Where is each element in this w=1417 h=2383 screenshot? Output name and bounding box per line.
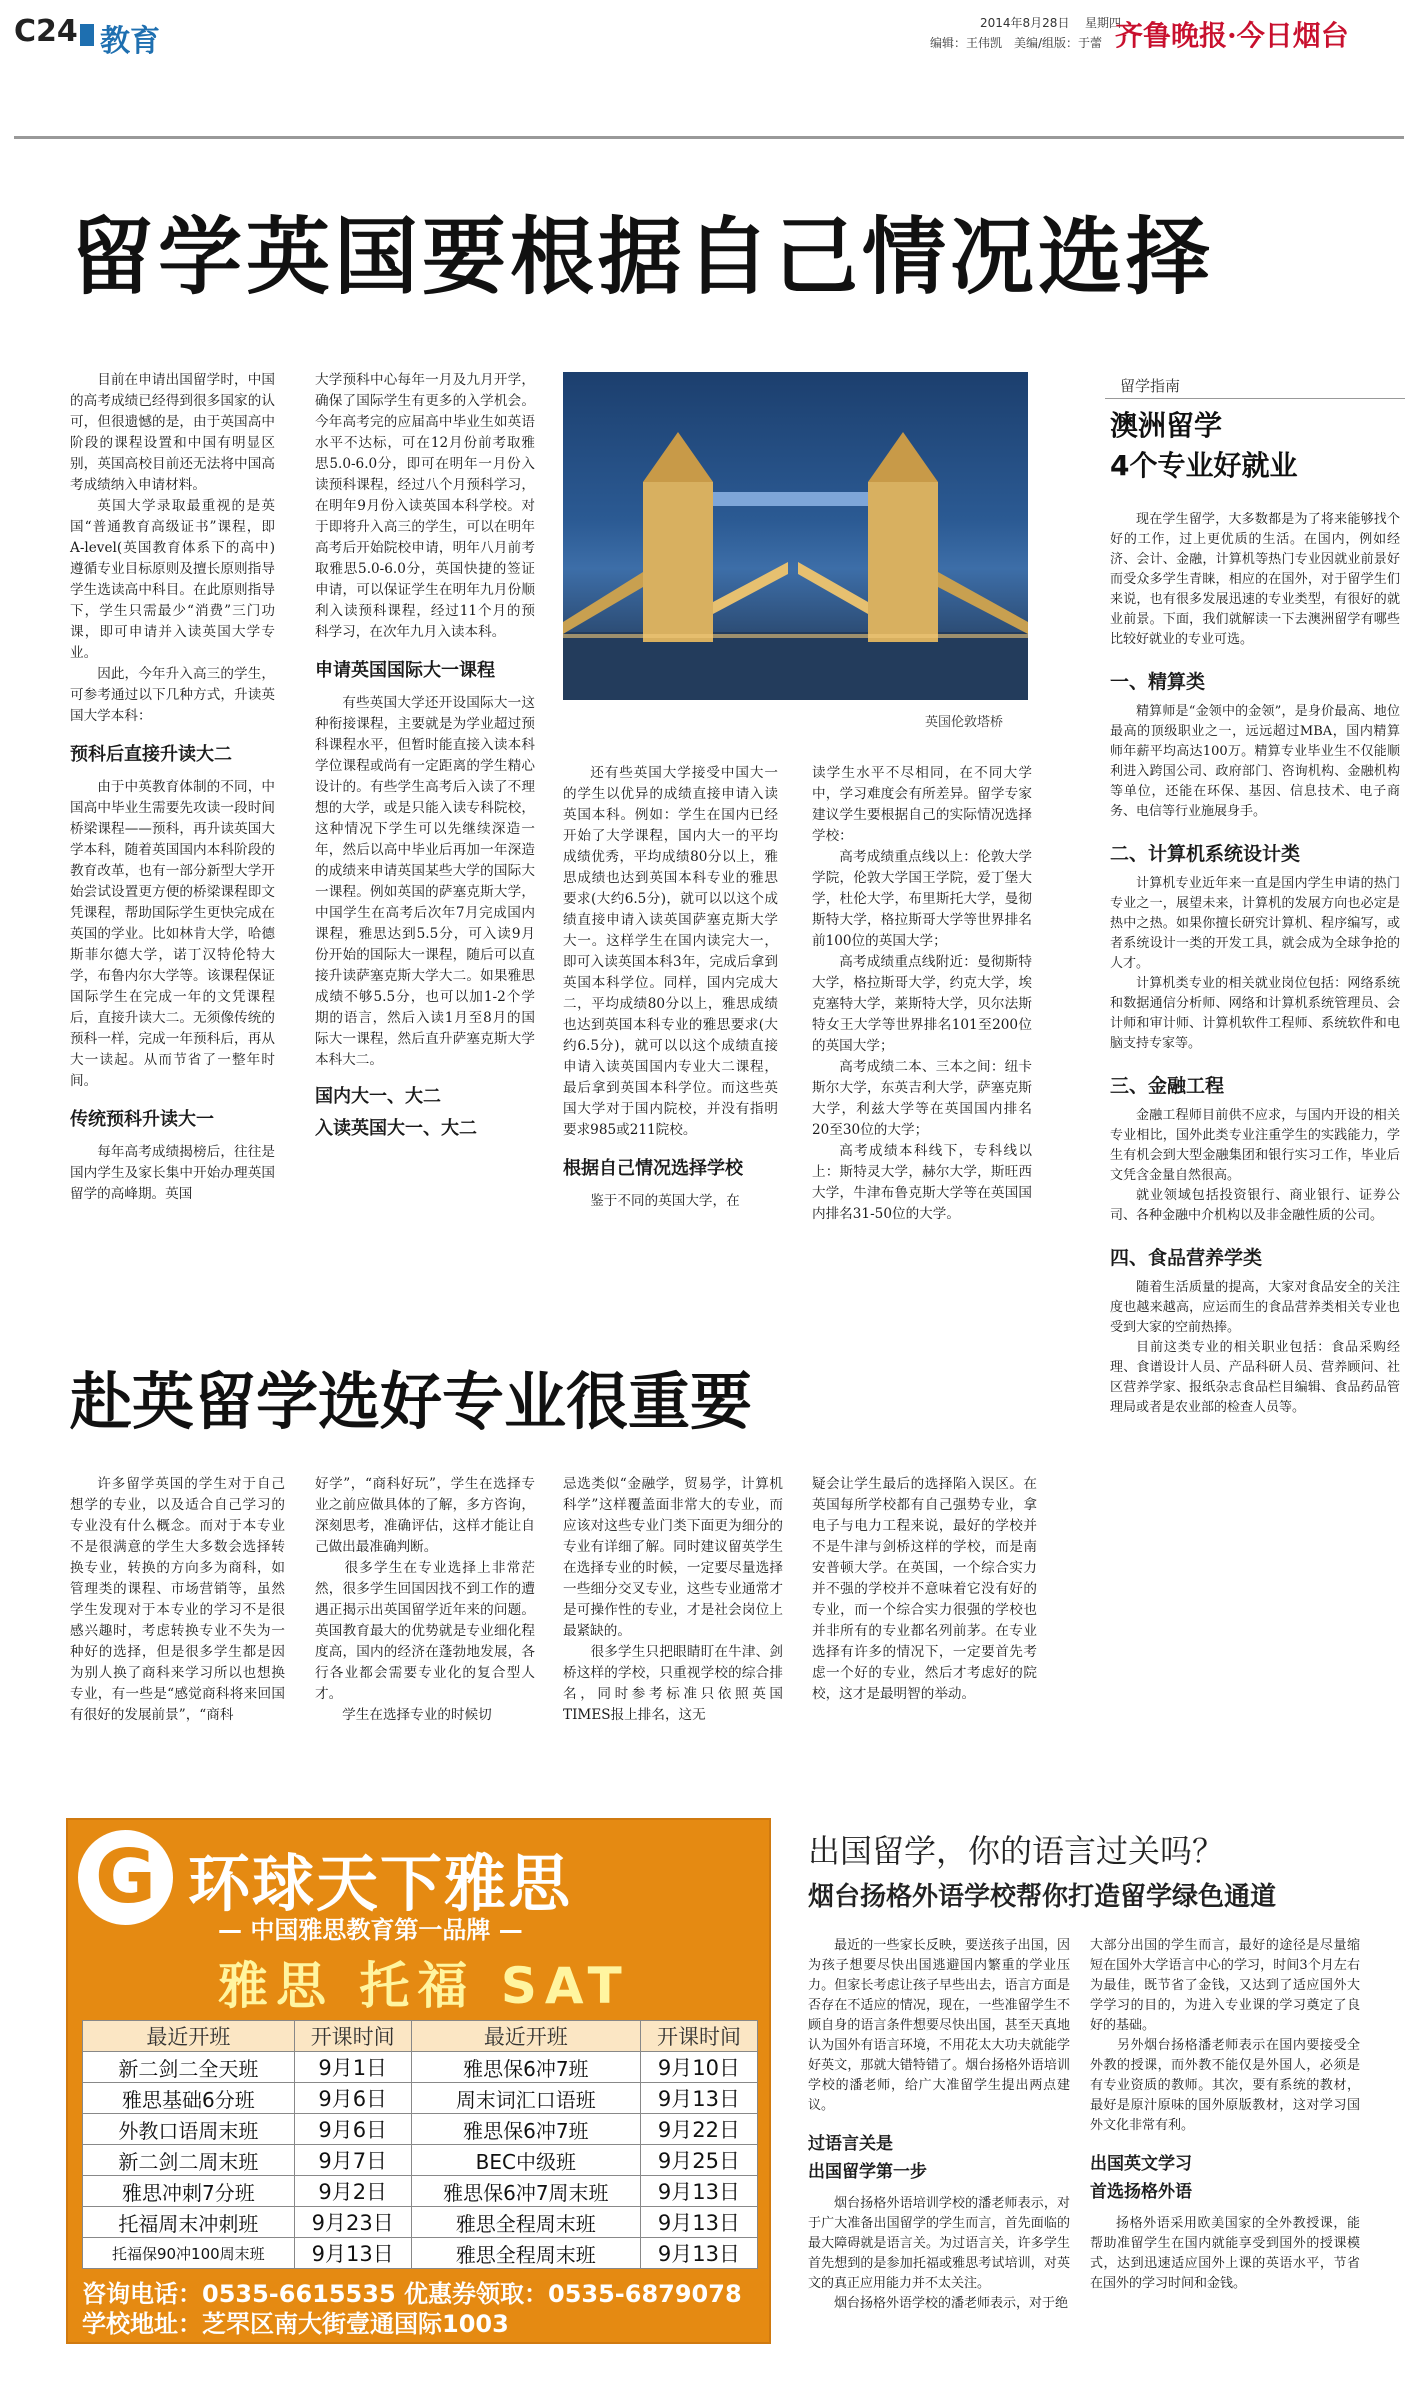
paragraph: 大学预科中心每年一月及九月开学，确保了国际学生有更多的入学机会。今年高考完的应届高中毕业生如英语水平不达标，可在12月份前考取雅思5.0-6.0分，即可在明年一月份入读预科课程，经过八个月预科学习，在明年9月份入读英国本科学校。对于即将升入高三的学生，可以在明年高考后开始院校申请，明年八月前考取雅思5.0-6.0分，英国快捷的签证申请，可以保证学生在明年九月份顺利入读预科课程，经过11个月的预科学习，在次年九月入读本科。 bbox=[315, 372, 535, 640]
ielts-advertisement bbox=[66, 1818, 771, 2344]
paragraph: 金融工程师目前供不应求，与国内开设的相关专业相比，国外此类专业注重学生的实践能力，学生有机会到大型金融集团和银行实习工作，毕业后文凭含金量自然很高。 bbox=[1110, 1108, 1400, 1183]
paragraph: 烟台扬格外语学校的潘老师表示，对于绝 bbox=[834, 2296, 1069, 2311]
issue-date: 2014年8月28日 bbox=[980, 16, 1070, 30]
paragraph: 目前在申请出国留学时，中国的高考成绩已经得到很多国家的认可，但很遗憾的是，由于英国高中阶段的课程设置和中国有明显区别，英国高校目前还无法将中国高考成绩纳入申请材料。 bbox=[70, 372, 275, 493]
table-cell: BEC中级班 bbox=[411, 2145, 640, 2176]
article-column-2 bbox=[315, 370, 535, 1143]
table-cell: 雅思保6冲7班 bbox=[411, 2114, 640, 2145]
sidebar-body bbox=[1110, 510, 1400, 1418]
section-marker bbox=[80, 24, 94, 46]
ad-address: 学校地址：芝罘区南大街壹通国际1003 bbox=[82, 2310, 509, 2338]
subheading: 出国留学第一步 bbox=[808, 2162, 927, 2182]
paragraph: 每年高考成绩揭榜后，往往是国内学生及家长集中开始办理英国留学的高峰期。英国 bbox=[70, 1144, 275, 1202]
language-subheadline: 烟台扬格外语学校帮你打造留学绿色通道 bbox=[808, 1882, 1277, 1912]
table-cell: 9月10日 bbox=[640, 2052, 757, 2083]
table-cell: 9月7日 bbox=[294, 2145, 411, 2176]
article-column-4 bbox=[812, 763, 1032, 1225]
paragraph: 读学生水平不尽相同，在不同大学中，学习难度会有所差异。留学专家建议学生要根据自己的实际情况选择学校： bbox=[812, 765, 1032, 844]
paragraph: 现在学生留学，大多数都是为了将来能够找个好的工作，过上更优质的生活。在国内，例如经济、会计、金融，计算机等热门专业因就业前景好而受众多学生青睐，相应的在国外，对于留学生们来说，也有很多发展迅速的专业类型，有很好的就业前景。下面，我们就解读一下去澳洲留学有哪些比较好就业的专业可选。 bbox=[1110, 512, 1400, 647]
subheading: 传统预科升读大一 bbox=[70, 1109, 214, 1130]
subheading: 三、金融工程 bbox=[1110, 1075, 1225, 1097]
article-column-3 bbox=[563, 763, 778, 1212]
ad-title: 环球天下雅思 bbox=[188, 1847, 573, 1920]
column-header: 开课时间 bbox=[640, 2021, 757, 2052]
table-cell: 周末词汇口语班 bbox=[411, 2083, 640, 2114]
table-row bbox=[83, 2083, 758, 2114]
sidebar-tag: 留学指南 bbox=[1120, 377, 1181, 395]
table-cell: 9月13日 bbox=[640, 2176, 757, 2207]
table-cell: 9月13日 bbox=[640, 2238, 757, 2269]
subheading: 申请英国国际大一课程 bbox=[315, 660, 495, 681]
table-cell: 雅思全程周末班 bbox=[411, 2207, 640, 2238]
paragraph: 最近的一些家长反映，要送孩子出国，因为孩子想要尽快出国逃避国内繁重的学业压力。但家长考虑让孩子早些出去，语言方面是否存在不适应的情况，现在，一些准留学生不顾自身的语言条件想要尽快出国，甚至天真地认为国外有语言环境，不用花太大功夫就能学好英文，那就大错特错了。烟台扬格外语培训学校的潘老师，给广大准留学生提出两点建议。 bbox=[808, 1938, 1070, 2113]
ad-slogan: — 中国雅思教育第一品牌 — bbox=[218, 1916, 523, 1944]
paragraph: 高考成绩二本、三本之间：纽卡斯尔大学，东英吉利大学，萨塞克斯大学，利兹大学等在英国国内排名20至30位的大学； bbox=[812, 1059, 1032, 1138]
table-cell: 9月13日 bbox=[640, 2207, 757, 2238]
paragraph: 大部分出国的学生而言，最好的途径是尽量缩短在国外大学语言中心的学习，时间3个月左右为最佳，既节省了金钱，又达到了适应国外大学学习的目的，为进入专业课的学习奠定了良好的基础。 另外烟台扬格潘老师表示在国内要接受全外教的授课，而外教不能仅是外国人，必须是有专业资质的教师。其次，要有系统的教材，最好是原汁原味的国外原版教材，这对学习国外文化非常有利。 bbox=[1090, 1938, 1360, 2133]
subheading: 首选扬格外语 bbox=[1090, 2182, 1192, 2202]
table-cell: 托福保90冲100周末班 bbox=[83, 2238, 295, 2269]
column-header: 最近开班 bbox=[411, 2021, 640, 2052]
main-headline: 留学英国要根据自己情况选择 bbox=[70, 208, 1215, 306]
table-row bbox=[83, 2052, 758, 2083]
paragraph: 高考成绩本科线下，专科线以上：斯特灵大学，赫尔大学，斯旺西大学，牛津布鲁克斯大学等在英国国内排名31-50位的大学。 bbox=[812, 1143, 1032, 1222]
brand-logo: G bbox=[78, 1830, 173, 1925]
language-headline: 出国留学，你的语言过关吗？ bbox=[808, 1832, 1225, 1870]
column-header: 开课时间 bbox=[294, 2021, 411, 2052]
paragraph: 因此，今年升入高三的学生，可参考通过以下几种方式，升读英国大学本科： bbox=[70, 666, 275, 724]
table-cell: 9月13日 bbox=[294, 2238, 411, 2269]
subheading: 预科后直接升读大二 bbox=[70, 744, 232, 765]
class-schedule-table bbox=[82, 2020, 758, 2269]
paragraph: 英国大学录取最重视的是英国“普通教育高级证书”课程，即A-level(英国教育体系下的高中)遵循专业目标原则及擅长原则指导学生选读高中科目。在此原则指导下，学生只需最少“消费”三门功课，即可申请并入读英国大学专业。 bbox=[70, 498, 275, 661]
section2-column-2: 好学”，“商科好玩”，学生在选择专业之前应做具体的了解，多方咨询，深刻思考，准确评估，这样才能让自己做出最准确判断。 很多学生在专业选择上非常茫然，很多学生回国因找不到工作的遭遇正揭示出英国留学近年来的问题。英国教育最大的优势就是专业细化程度高，国内的经济在蓬勃地发展，各行各业都会需要专业化的复合型人才。 学生在选择专业的时候切 bbox=[315, 1476, 535, 1723]
table-row bbox=[83, 2238, 758, 2269]
table-cell: 雅思冲刺7分班 bbox=[83, 2176, 295, 2207]
subheading: 一、精算类 bbox=[1110, 671, 1206, 693]
subheading: 过语言关是 bbox=[808, 2134, 893, 2154]
subheading: 四、食品营养学类 bbox=[1110, 1247, 1263, 1269]
table-row bbox=[83, 2207, 758, 2238]
table-cell: 9月25日 bbox=[640, 2145, 757, 2176]
ad-exams: 雅思 托福 SAT bbox=[218, 1957, 630, 2015]
column-header: 最近开班 bbox=[83, 2021, 295, 2052]
table-row bbox=[83, 2145, 758, 2176]
table-cell: 雅思基础6分班 bbox=[83, 2083, 295, 2114]
paragraph: 鉴于不同的英国大学，在 bbox=[590, 1193, 740, 1209]
tower-bridge-illustration bbox=[563, 372, 1028, 700]
paragraph: 有些英国大学还开设国际大一这种衔接课程，主要就是为学业超过预科课程水平，但暂时能直接入读本科学位课程或尚有一定距离的学生精心设计的。有些学生高考后入读了不理想的大学，或是只能入读专科院校，这种情况下学生可以先继续深造一年，然后以高中毕业后再加一年深造的成绩来申请英国某些大学的国际大一课程。例如英国的萨塞克斯大学，中国学生在高考后次年7月完成国内课程，雅思达到5.5分，可入读9月份开始的国际大一课程，随后可以直接升读萨塞克斯大学大二。如果雅思成绩不够5.5分，也可以加1-2个学期的语言，然后入读1月至8月的国际大一课程，然后直升萨塞克斯大学本科大二。 bbox=[315, 695, 535, 1068]
section-name: 教育 bbox=[100, 24, 160, 59]
tower-bridge-photo bbox=[563, 372, 1028, 700]
table-cell: 雅思保6冲7班 bbox=[411, 2052, 640, 2083]
table-cell: 外教口语周末班 bbox=[83, 2114, 295, 2145]
paragraph: 高考成绩重点线以上：伦敦大学学院，伦敦大学国王学院，爱丁堡大学，杜伦大学，布里斯托大学，曼彻斯特大学，格拉斯哥大学等世界排名前100位的英国大学； bbox=[812, 849, 1032, 949]
paragraph: 随着生活质量的提高，大家对食品安全的关注度也越来越高，应运而生的食品营养类相关专业也受到大家的空前热捧。 bbox=[1110, 1280, 1400, 1335]
paragraph: 计算机类专业的相关就业岗位包括：网络系统和数据通信分析师、网络和计算机系统管理员、会计师和审计师、计算机软件工程师、系统软件和电脑支持专家等。 bbox=[1110, 976, 1400, 1051]
photo-caption: 英国伦敦塔桥 bbox=[925, 715, 1004, 730]
paragraph: 就业领域包括投资银行、商业银行、证券公司、各种金融中介机构以及非金融性质的公司。 bbox=[1110, 1188, 1400, 1223]
table-cell: 9月1日 bbox=[294, 2052, 411, 2083]
table-row bbox=[83, 2114, 758, 2145]
language-column-1 bbox=[808, 1936, 1070, 2314]
table-row bbox=[83, 2176, 758, 2207]
table-cell: 9月13日 bbox=[640, 2083, 757, 2114]
header-divider bbox=[14, 136, 1404, 139]
subheading: 二、计算机系统设计类 bbox=[1110, 843, 1301, 865]
paragraph: 计算机专业近年来一直是国内学生申请的热门专业之一，展望未来，计算机的发展方向也必定是热中之热。如果你擅长研究计算机、程序编写，或者系统设计一类的开发工具，就会成为全球争抢的人才。 bbox=[1110, 876, 1400, 971]
section2-column-1: 许多留学英国的学生对于自己想学的专业，以及适合自己学习的专业没有什么概念。而对于本专业不是很满意的学生大多数会选择转换专业，转换的方向多为商科，如管理类的课程、市场营销等，虽然学生发现对于本专业的学习不是很感兴趣时，考虑转换专业不失为一种好的选择，但是很多学生都是因为别人换了商科来学习所以也想换专业，有一些是“感觉商科将来回国有很好的发展前景”，“商科 bbox=[70, 1476, 285, 1723]
paragraph: 目前这类专业的相关职业包括：食品采购经理、食谱设计人员、产品科研人员、营养顾问、社区营养学家、报纸杂志食品栏目编辑、食品药品管理局或者是农业部的检查人员等。 bbox=[1110, 1340, 1400, 1415]
paragraph: 还有些英国大学接受中国大一的学生以优异的成绩直接申请入读英国本科。例如：学生在国内已经开始了大学课程，国内大一的平均成绩优秀，平均成绩80分以上，雅思成绩也达到英国本科专业的雅思要求(大约6.5分)，就可以以这个成绩直接申请入读英国萨塞克斯大学大一。这样学生在国内读完大一，即可入读英国本科3年，完成后拿到英国本科学位。同样，国内完成大二，平均成绩80分以上，雅思成绩也达到英国本科专业的雅思要求(大约6.5分)，就可以以这个成绩直接申请入读英国国内专业大二课程，最后拿到英国本科学位。而这些英国大学对于国内院校，并没有指明要求985或211院校。 bbox=[563, 765, 778, 1138]
language-column-2 bbox=[1090, 1936, 1360, 2294]
table-cell: 雅思保6冲7周末班 bbox=[411, 2176, 640, 2207]
ad-phone: 咨询电话：0535-6615535 优惠券领取：0535-6879078 bbox=[82, 2280, 742, 2308]
second-headline: 赴英留学选好专业很重要 bbox=[70, 1365, 753, 1438]
table-cell: 雅思全程周末班 bbox=[411, 2238, 640, 2269]
section2-column-4: 疑会让学生最后的选择陷入误区。在英国每所学校都有自己强势专业，拿电子与电力工程来说，最好的学校并不是牛津与剑桥这样的学校，而是南安普顿大学。在英国，一个综合实力并不强的学校并不意味着它没有好的专业，而一个综合实力很强的学校也并非所有的专业都名列前茅。在专业选择有许多的情况下，一定要首先考虑一个好的专业，然后才考虑好的院校，这才是最明智的举动。 bbox=[812, 1476, 1037, 1702]
paragraph: 扬格外语采用欧美国家的全外教授课，能帮助准留学生在国内就能享受到国外的授课模式，达到迅速适应国外上课的英语水平，节省在国外的学习时间和金钱。 bbox=[1090, 2216, 1360, 2291]
section2-column-3: 忌选类似“金融学，贸易学，计算机科学”这样覆盖面非常大的专业，而应该对这些专业门类下面更为细分的专业有详细了解。同时建议留英学生在选择专业的时候，一定要尽量选择一些细分交叉专业，这些专业通常才是可操作性的专业，才是社会岗位上最紧缺的。 很多学生只把眼睛盯在牛津、剑桥这样的学校，只重视学校的综合排名，同时参考标准只依照英国TIMES报上排名，这无 bbox=[563, 1476, 783, 1723]
table-header-row bbox=[83, 2021, 758, 2052]
sidebar-divider bbox=[1105, 398, 1405, 399]
table-cell: 9月6日 bbox=[294, 2114, 411, 2145]
editors-credit: 编辑：王伟凯 美编/组版：于蕾 bbox=[930, 36, 1103, 50]
table-cell: 9月22日 bbox=[640, 2114, 757, 2145]
paragraph: 高考成绩重点线附近：曼彻斯特大学，格拉斯哥大学，约克大学，埃克塞特大学，莱斯特大学，贝尔法斯特女王大学等世界排名101至200位的英国大学； bbox=[812, 954, 1032, 1054]
table-cell: 新二剑二周末班 bbox=[83, 2145, 295, 2176]
table-cell: 9月6日 bbox=[294, 2083, 411, 2114]
article-column-1 bbox=[70, 370, 275, 1205]
paragraph: 由于中英教育体制的不同，中国高中毕业生需要先攻读一段时间桥梁课程——预科，再升读英国大学本科，随着英国国内本科阶段的教育改革，也有一部分新型大学开始尝试设置更方便的桥梁课程即文凭课程，帮助国际学生更快完成在英国的学业。比如林肯大学，哈德斯菲尔德大学，诺丁汉特伦特大学，布鲁内尔大学等。该课程保证国际学生在完成一年的文凭课程后，直接升读大二。无须像传统的预科一样，完成一年预科后，再从大一读起。从而节省了一整年时间。 bbox=[70, 779, 275, 1089]
table-cell: 9月2日 bbox=[294, 2176, 411, 2207]
subheading: 入读英国大一、大二 bbox=[315, 1118, 477, 1139]
table-cell: 9月23日 bbox=[294, 2207, 411, 2238]
subheading: 国内大一、大二 bbox=[315, 1086, 441, 1107]
paragraph: 精算师是“金领中的金领”，是身价最高、地位最高的顶级职业之一，远远超过MBA，国内精算师年薪平均高达100万。精算专业毕业生不仅能顺利进入跨国公司、政府部门、咨询机构、金融机构等单位，还能在环保、基因、信息技术、电子商务、电信等行业施展身手。 bbox=[1110, 704, 1400, 819]
page-number: C24 bbox=[14, 14, 78, 49]
newspaper-brand: 齐鲁晚报·今日烟台 bbox=[1115, 19, 1349, 52]
table-cell: 托福周末冲刺班 bbox=[83, 2207, 295, 2238]
table-cell: 新二剑二全天班 bbox=[83, 2052, 295, 2083]
sidebar-title: 澳洲留学 4个专业好就业 bbox=[1110, 409, 1298, 482]
paragraph: 烟台扬格外语培训学校的潘老师表示，对于广大准备出国留学的学生而言，首先面临的最大障碍就是语言关。为过语言关，许多学生首先想到的是参加托福或雅思考试培训，对英文的真正应用能力并不太关注。 bbox=[808, 2196, 1070, 2291]
issue-weekday: 星期四 bbox=[1085, 16, 1122, 30]
subheading: 根据自己情况选择学校 bbox=[563, 1158, 743, 1179]
subheading: 出国英文学习 bbox=[1090, 2154, 1192, 2174]
